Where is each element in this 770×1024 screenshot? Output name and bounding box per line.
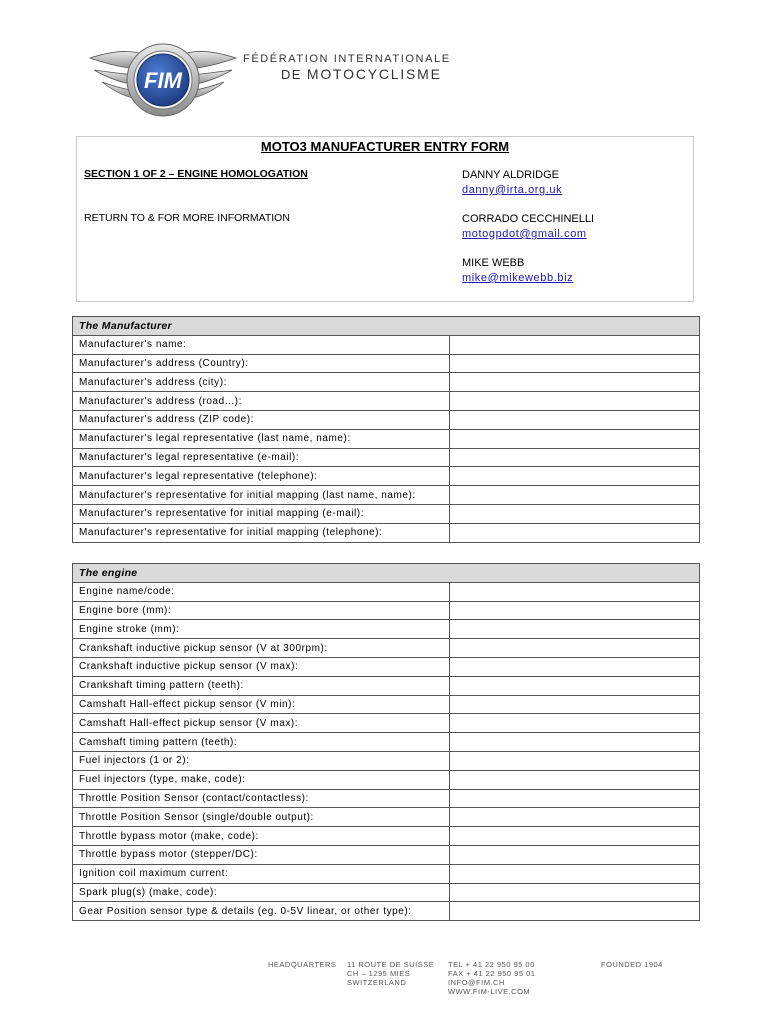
table-row — [73, 504, 700, 523]
contacts-list — [462, 168, 594, 300]
field-label: Camshaft Hall-effect pickup sensor (V min): — [73, 695, 450, 714]
table-row — [73, 789, 700, 808]
field-value-cell[interactable] — [450, 864, 700, 883]
field-label: Throttle bypass motor (make, code): — [73, 827, 450, 846]
field-label: Crankshaft inductive pickup sensor (V max): — [73, 657, 450, 676]
field-label: Fuel injectors (type, make, code): — [73, 770, 450, 789]
field-value-cell[interactable] — [450, 827, 700, 846]
footer-address-line: SWITZERLAND — [347, 978, 407, 987]
contact-item — [462, 212, 594, 242]
footer-address-line: 11 ROUTE DE SUISSE — [347, 960, 435, 969]
field-label: Spark plug(s) (make, code): — [73, 883, 450, 902]
field-value-cell[interactable] — [450, 392, 700, 411]
field-label: Camshaft Hall-effect pickup sensor (V max): — [73, 714, 450, 733]
table-row — [73, 902, 700, 921]
table-row — [73, 827, 700, 846]
table-row — [73, 751, 700, 770]
field-label: Manufacturer's representative for initial mapping (telephone): — [73, 523, 450, 542]
engine-heading: The engine — [73, 564, 700, 583]
field-value-cell[interactable] — [450, 486, 700, 505]
field-value-cell[interactable] — [450, 523, 700, 542]
field-value-cell[interactable] — [450, 695, 700, 714]
table-row — [73, 467, 700, 486]
table-row — [73, 620, 700, 639]
field-label: Fuel injectors (1 or 2): — [73, 751, 450, 770]
table-row — [73, 864, 700, 883]
table-row — [73, 486, 700, 505]
table-row — [73, 808, 700, 827]
footer-contact-line: FAX + 41 22 950 95 01 — [448, 969, 536, 978]
federation-name-main: MOTOCYCLISME — [306, 66, 442, 82]
field-value-cell[interactable] — [450, 639, 700, 658]
footer-contact-line: INFO@FIM.CH — [448, 978, 505, 987]
field-value-cell[interactable] — [450, 373, 700, 392]
footer-headquarters: HEADQUARTERS — [268, 960, 337, 969]
field-value-cell[interactable] — [450, 883, 700, 902]
engine-rows — [73, 582, 700, 920]
table-row — [73, 373, 700, 392]
field-value-cell[interactable] — [450, 733, 700, 752]
footer-founded: FOUNDED 1904 — [601, 960, 663, 969]
field-value-cell[interactable] — [450, 657, 700, 676]
table-header-row — [73, 317, 700, 336]
manufacturer-table — [72, 316, 700, 543]
table-row — [73, 770, 700, 789]
table-row — [73, 582, 700, 601]
table-row — [73, 676, 700, 695]
table-row — [73, 448, 700, 467]
table-row — [73, 523, 700, 542]
field-value-cell[interactable] — [450, 448, 700, 467]
field-label: Manufacturer's name: — [73, 335, 450, 354]
field-value-cell[interactable] — [450, 601, 700, 620]
field-value-cell[interactable] — [450, 902, 700, 921]
contact-name: CORRADO CECCHINELLI — [462, 213, 595, 225]
contact-email-link[interactable]: danny@irta.org.uk — [462, 184, 563, 196]
table-row — [73, 657, 700, 676]
fim-logo — [88, 40, 238, 120]
contact-email-link[interactable]: motogpdot@gmail.com — [462, 228, 587, 240]
logo-text: FIM — [144, 68, 182, 93]
footer-contact — [448, 960, 535, 996]
field-label: Manufacturer's address (road...): — [73, 392, 450, 411]
footer-address — [347, 960, 434, 987]
table-row — [73, 429, 700, 448]
section-label: SECTION 1 OF 2 – ENGINE HOMOLOGATION — [84, 168, 308, 180]
contact-name: MIKE WEBB — [462, 257, 525, 269]
federation-name-prefix: DE — [281, 67, 302, 82]
table-row — [73, 392, 700, 411]
field-label: Camshaft timing pattern (teeth): — [73, 733, 450, 752]
field-value-cell[interactable] — [450, 620, 700, 639]
field-label: Manufacturer's legal representative (telephone): — [73, 467, 450, 486]
contact-name: DANNY ALDRIDGE — [462, 169, 559, 181]
field-label: Gear Position sensor type & details (eg. 0-5V linear, or other type): — [73, 902, 450, 921]
table-row — [73, 883, 700, 902]
return-to-label: RETURN TO & FOR MORE INFORMATION — [84, 212, 290, 224]
field-value-cell[interactable] — [450, 676, 700, 695]
table-row — [73, 639, 700, 658]
footer-address-line: CH – 1295 MIES — [347, 969, 411, 978]
field-value-cell[interactable] — [450, 714, 700, 733]
table-row — [73, 601, 700, 620]
field-label: Manufacturer's legal representative (e-mail): — [73, 448, 450, 467]
field-value-cell[interactable] — [450, 770, 700, 789]
table-row — [73, 410, 700, 429]
contact-item — [462, 256, 594, 286]
field-label: Throttle Position Sensor (single/double output): — [73, 808, 450, 827]
field-value-cell[interactable] — [450, 467, 700, 486]
table-row — [73, 714, 700, 733]
field-value-cell[interactable] — [450, 504, 700, 523]
field-value-cell[interactable] — [450, 582, 700, 601]
federation-name — [243, 53, 451, 82]
field-value-cell[interactable] — [450, 354, 700, 373]
field-label: Throttle Position Sensor (contact/contactless): — [73, 789, 450, 808]
table-row — [73, 845, 700, 864]
table-row — [73, 733, 700, 752]
field-label: Throttle bypass motor (stepper/DC): — [73, 845, 450, 864]
field-value-cell[interactable] — [450, 429, 700, 448]
contact-email-link[interactable]: mike@mikewebb.biz — [462, 272, 574, 284]
field-label: Engine bore (mm): — [73, 601, 450, 620]
field-label: Engine name/code: — [73, 582, 450, 601]
form-title: MOTO3 MANUFACTURER ENTRY FORM — [260, 139, 510, 154]
manufacturer-heading: The Manufacturer — [73, 317, 700, 336]
table-row — [73, 354, 700, 373]
field-label: Manufacturer's representative for initial mapping (e-mail): — [73, 504, 450, 523]
field-value-cell[interactable] — [450, 845, 700, 864]
contact-item — [462, 168, 594, 198]
federation-name-line1: FÉDÉRATION INTERNATIONALE — [243, 53, 451, 65]
field-value-cell[interactable] — [450, 335, 700, 354]
table-row — [73, 695, 700, 714]
form-header-box — [76, 136, 694, 302]
field-label: Manufacturer's address (city): — [73, 373, 450, 392]
field-label: Manufacturer's representative for initial mapping (last name, name): — [73, 486, 450, 505]
footer-contact-line: TEL + 41 22 950 95 00 — [448, 960, 535, 969]
field-label: Ignition coil maximum current: — [73, 864, 450, 883]
field-label: Manufacturer's address (ZIP code): — [73, 410, 450, 429]
field-label: Engine stroke (mm): — [73, 620, 450, 639]
engine-table — [72, 563, 700, 921]
footer-contact-line: WWW.FIM-LIVE.COM — [448, 987, 531, 996]
field-label: Crankshaft inductive pickup sensor (V at 300rpm): — [73, 639, 450, 658]
field-value-cell[interactable] — [450, 751, 700, 770]
field-value-cell[interactable] — [450, 410, 700, 429]
field-value-cell[interactable] — [450, 789, 700, 808]
field-label: Manufacturer's legal representative (last name, name): — [73, 429, 450, 448]
manufacturer-rows — [73, 335, 700, 542]
field-label: Crankshaft timing pattern (teeth): — [73, 676, 450, 695]
field-value-cell[interactable] — [450, 808, 700, 827]
federation-name-line2 — [281, 66, 451, 82]
table-row — [73, 335, 700, 354]
table-header-row — [73, 564, 700, 583]
field-label: Manufacturer's address (Country): — [73, 354, 450, 373]
